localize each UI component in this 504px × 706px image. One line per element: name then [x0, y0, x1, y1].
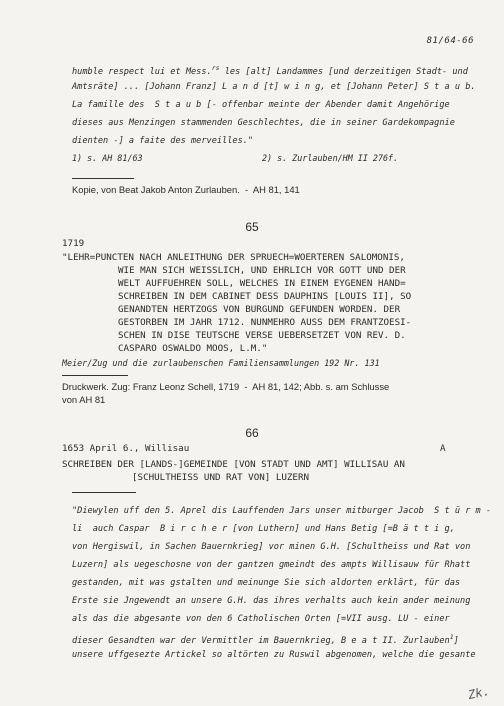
intro-line-4: dieses aus Menzingen stammenden Geschlechtes, die in seiner Gardekompagnie	[72, 118, 455, 128]
print-note-line-2: von AH 81	[62, 394, 106, 405]
section-65-year: 1719	[62, 238, 85, 249]
section-number-66: 66	[245, 426, 259, 440]
divider-rule	[62, 375, 128, 376]
body-line: Erste sie Jngewendt an unsere G.H. das ihres verhalts auch kein ander meinung	[72, 596, 471, 606]
footnote-2: 2) s. Zurlauben/HM II 276f.	[262, 153, 399, 163]
intro-line-1-text: humble respect lui et Mess.	[72, 66, 212, 77]
body-line: von Hergiswil, in Sachen Bauernkrieg] vor minen G.H. [Schultheiss und Rat von	[72, 542, 471, 552]
section-66-title-line-1: SCHREIBEN DER [LANDS-]GEMEINDE [VON STADT UND AMT] WILLISAU AN	[62, 459, 405, 470]
intro-line-1	[72, 60, 482, 80]
title-line: SCHREIBEN IN DEM CABINET DESS DAUPHINS [LOUIS II], SO	[118, 291, 412, 302]
section-number-65: 65	[245, 220, 259, 234]
page-number: 81/64-66	[426, 36, 474, 46]
body-line: "Diewylen uff den 5. Aprel dis Lauffenden Jars unser mitburger Jacob S t ü r m -	[72, 506, 492, 516]
title-line: CASPARO OSWALDO MOOS, L.M."	[118, 343, 268, 354]
body-line: als das die abgesante von den 6 Catholischen Orten [=VII ausg. LU - einer	[72, 614, 450, 624]
body-line-text: dieser Gesandten war der Vermittler im Bauernkrieg, B e a t II. Zurlauben	[72, 635, 450, 646]
intro-line-3: La famille des S t a u b [- offenbar meinte der Abender damit Angehörige	[72, 100, 450, 110]
footnote-marker: 1	[449, 633, 454, 641]
body-line: li auch Caspar B i r c h e r [von Luthern] und Hans Betig [=B ä t t i g,	[72, 524, 455, 534]
section-66-marker: A	[440, 443, 446, 454]
title-line: GESTORBEN IM JAHR 1712. NUNMEHRO AUSS DEM FRANTZOESI-	[118, 317, 412, 328]
title-line: SCHEN IN DISE TEUTSCHE VERSE UEBERSETZET VON REV. D.	[118, 330, 406, 341]
body-line: unsere uffgesezte Artickel so altörten zu Ruswil abgenomen, welche die gesante	[72, 650, 476, 660]
intro-line-2: Amtsräte] ... [Johann Franz] L a n d [t] w i n g, et [Johann Peter] S t a u b.	[72, 82, 476, 92]
divider-rule	[72, 178, 134, 179]
intro-line-5: dienten -] a faite des merveilles."	[72, 136, 254, 146]
title-line: WIE MAN SICH WEISSLICH, UND EHRLICH VOR GOTT UND DER	[118, 265, 406, 276]
title-line: WELT AUFFUEHREN SOLL, WELCHES IN EINEM EYGENEN HAND=	[118, 278, 406, 289]
intro-superscript: rs	[211, 64, 220, 72]
title-line: GENANDTEN HERTZOGS VON BURGUND GEFUNDEN WORDEN. DER	[118, 304, 401, 315]
body-line: Luzern] als uegeschosne von der gantzen gmeindt des ampts Willisauw für Rhatt	[72, 560, 471, 570]
title-line: "LEHR=PUNCTEN NACH ANLEITHUNG DER SPRUECH=WOERTEREN SALOMONIS,	[62, 252, 405, 263]
body-line-tail: ]	[453, 635, 459, 646]
section-66-date-place: 1653 April 6., Willisau	[62, 443, 190, 454]
handwritten-signature: Zk.	[467, 683, 492, 703]
section-65-source: Meier/Zug und die zurlaubenschen Familiensammlungen 192 Nr. 131	[62, 358, 380, 368]
divider-rule	[72, 492, 136, 493]
intro-line-1-rest: les [alt] Landammes [und derzeitigen Stadt- und	[224, 66, 468, 77]
body-line: gestanden, mit was gstalten und meinunge Sie sich aldorten erklärt, für das	[72, 578, 461, 588]
body-line	[72, 629, 482, 649]
print-note-line-1: Druckwerk. Zug: Franz Leonz Schell, 1719 - AH 81, 142; Abb. s. am Schlusse	[62, 381, 390, 392]
copy-note: Kopie, von Beat Jakob Anton Zurlauben. - AH 81, 141	[72, 184, 300, 195]
footnote-1: 1) s. AH 81/63	[72, 153, 143, 163]
section-66-title-line-2: [SCHULTHEISS UND RAT VON] LUZERN	[132, 472, 310, 483]
